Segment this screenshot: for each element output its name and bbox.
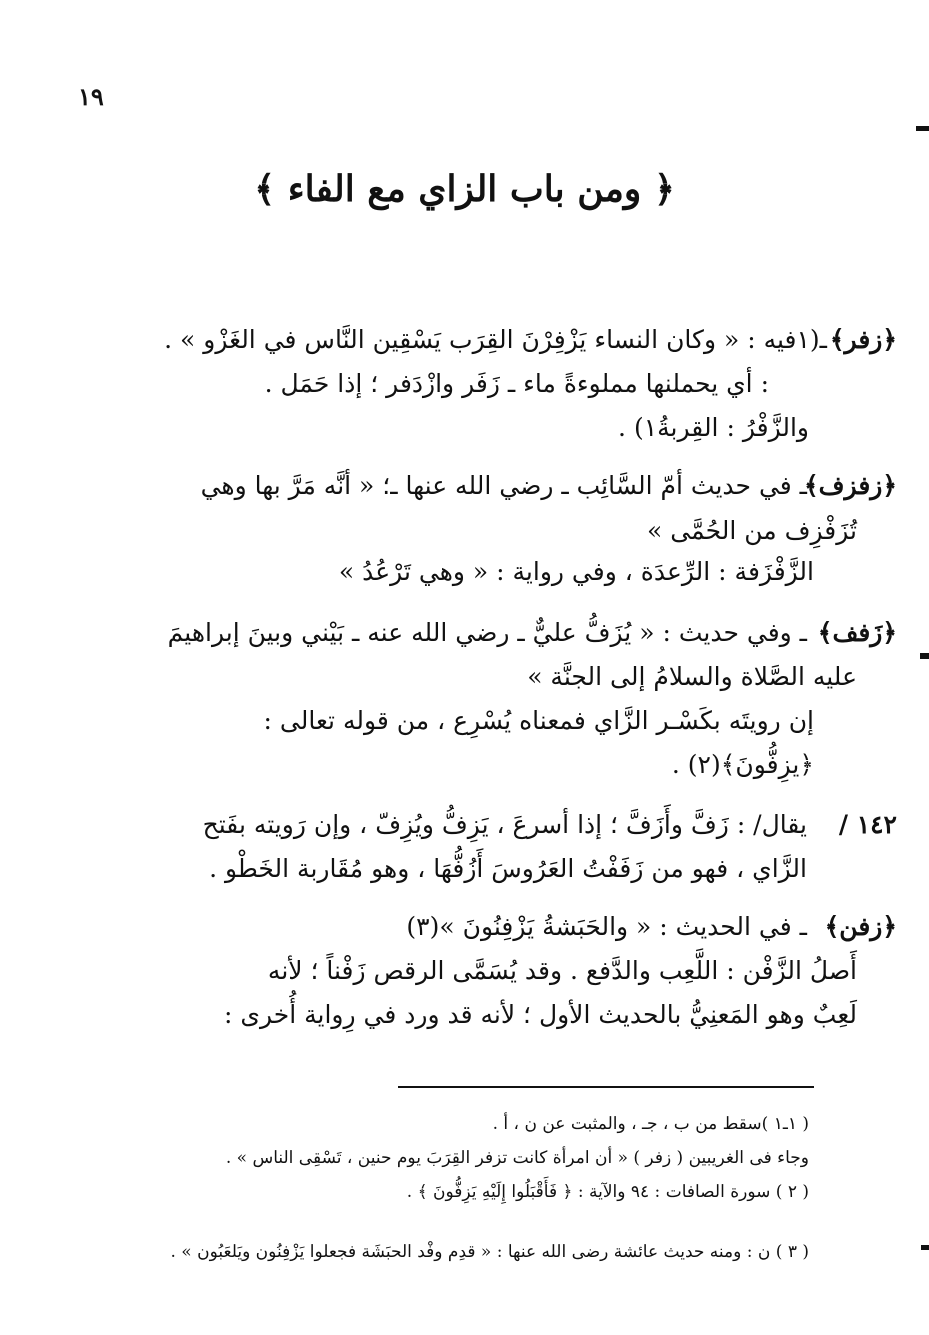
- page-number: ١٩: [78, 82, 104, 111]
- entry-line: ـ وفي حديث : « يُزَفُّ عليٌّ ـ رضي الله عنه ـ بَيْني وبينَ إبراهيمَ: [167, 618, 807, 647]
- scan-mark: [920, 653, 929, 659]
- entry-line: يقال/ : زَفَّ وأَزَفَّ ؛ إذا أسرعَ ، يَزِفُّ ويُزِفّ ، وإن رَويته بفَتح: [202, 810, 807, 839]
- page-reference: ١٤٢ /: [838, 810, 897, 839]
- headword: ﴿زفزف﴾: [803, 471, 897, 500]
- scan-mark: [916, 126, 929, 131]
- headword: ﴿زفن﴾: [824, 912, 897, 941]
- entry-line: ـ في الحديث : « والحَبَشةُ يَزْفِنُونَ »(٣): [406, 912, 807, 941]
- page-title: ﴿ ومن باب الزاي مع الفاء ﴾: [254, 168, 675, 210]
- footnote: ( ٣ ) ن : ومنه حديث عائشة رضى الله عنها : « قدِم وفْد الحبَشَة فجعلوا يَزْفِنُون ويَلعَبُون » .: [170, 1242, 809, 1262]
- entry-line: الزَّاي ، فهو من زَفَفْتُ العَرُوسَ أَزُفُّهَا ، وهو مُقَاربة الخَطْو .: [209, 854, 807, 883]
- entry-line: أَصلُ الزَّفْن : اللَّعِب والدَّفع . وقد يُسَمَّى الرقص زَفْناً ؛ لأنه: [267, 956, 857, 985]
- entry-line: الزَّفْزَفة : الرِّعدَة ، وفي رواية : « وهي تَرْعُدُ »: [338, 557, 814, 586]
- entry-line: : أي يحملنها مملوءةً ماء ـ زَفَر وازْدَفر ؛ إذا حَمَل .: [264, 369, 769, 398]
- entry-line: ﴿يزِفُّونَ﴾(٢) .: [671, 750, 814, 779]
- footnote-separator: [398, 1086, 814, 1088]
- entry-line: ـ(١فيه : « وكان النساء يَزْفِرْنَ القِرَب يَسْقِين النَّاس في الغَزْو » .: [164, 325, 827, 354]
- headword: ﴿زفر﴾: [829, 325, 897, 354]
- entry-line: لَعِبٌ وهو المَعنِيُّ بالحديث الأول ؛ لأنه قد ورد في رِواية أُخرى :: [224, 1000, 857, 1029]
- footnote: وجاء فى الغريبين ( زفر ) « أن امرأة كانت تزفر القِرَبَ يوم حنين ، تَسْقِى الناس » .: [225, 1148, 809, 1168]
- scan-mark: [921, 1245, 929, 1250]
- headword: ﴿زَفف﴾: [817, 618, 897, 647]
- entry-line: تُزَفْزِف من الحُمَّى »: [647, 516, 857, 545]
- entry-line: ـ في حديث أمّ السَّائِب ـ رضي الله عنها ـ؛ « أنَّه مَرَّ بها وهي: [200, 471, 807, 500]
- entry-line: إن رويتَه بكَسْـر الزَّاي فمعناه يُسْرِع ، من قوله تعالى :: [263, 706, 814, 735]
- footnote: ( ١ـ١ )سقط من ب ، جـ ، والمثبت عن ن ، أ .: [492, 1114, 809, 1134]
- entry-line: عليه الصَّلاة والسلامُ إلى الجنَّة »: [527, 662, 857, 691]
- entry-line: والزَّفْرُ : القِربةُ١) .: [618, 413, 809, 442]
- footnote: ( ٢ ) سورة الصافات : ٩٤ والآية : ﴿ فَأَقْبَلُوا إِلَيْهِ يَزِفُّونَ ﴾ .: [406, 1182, 809, 1202]
